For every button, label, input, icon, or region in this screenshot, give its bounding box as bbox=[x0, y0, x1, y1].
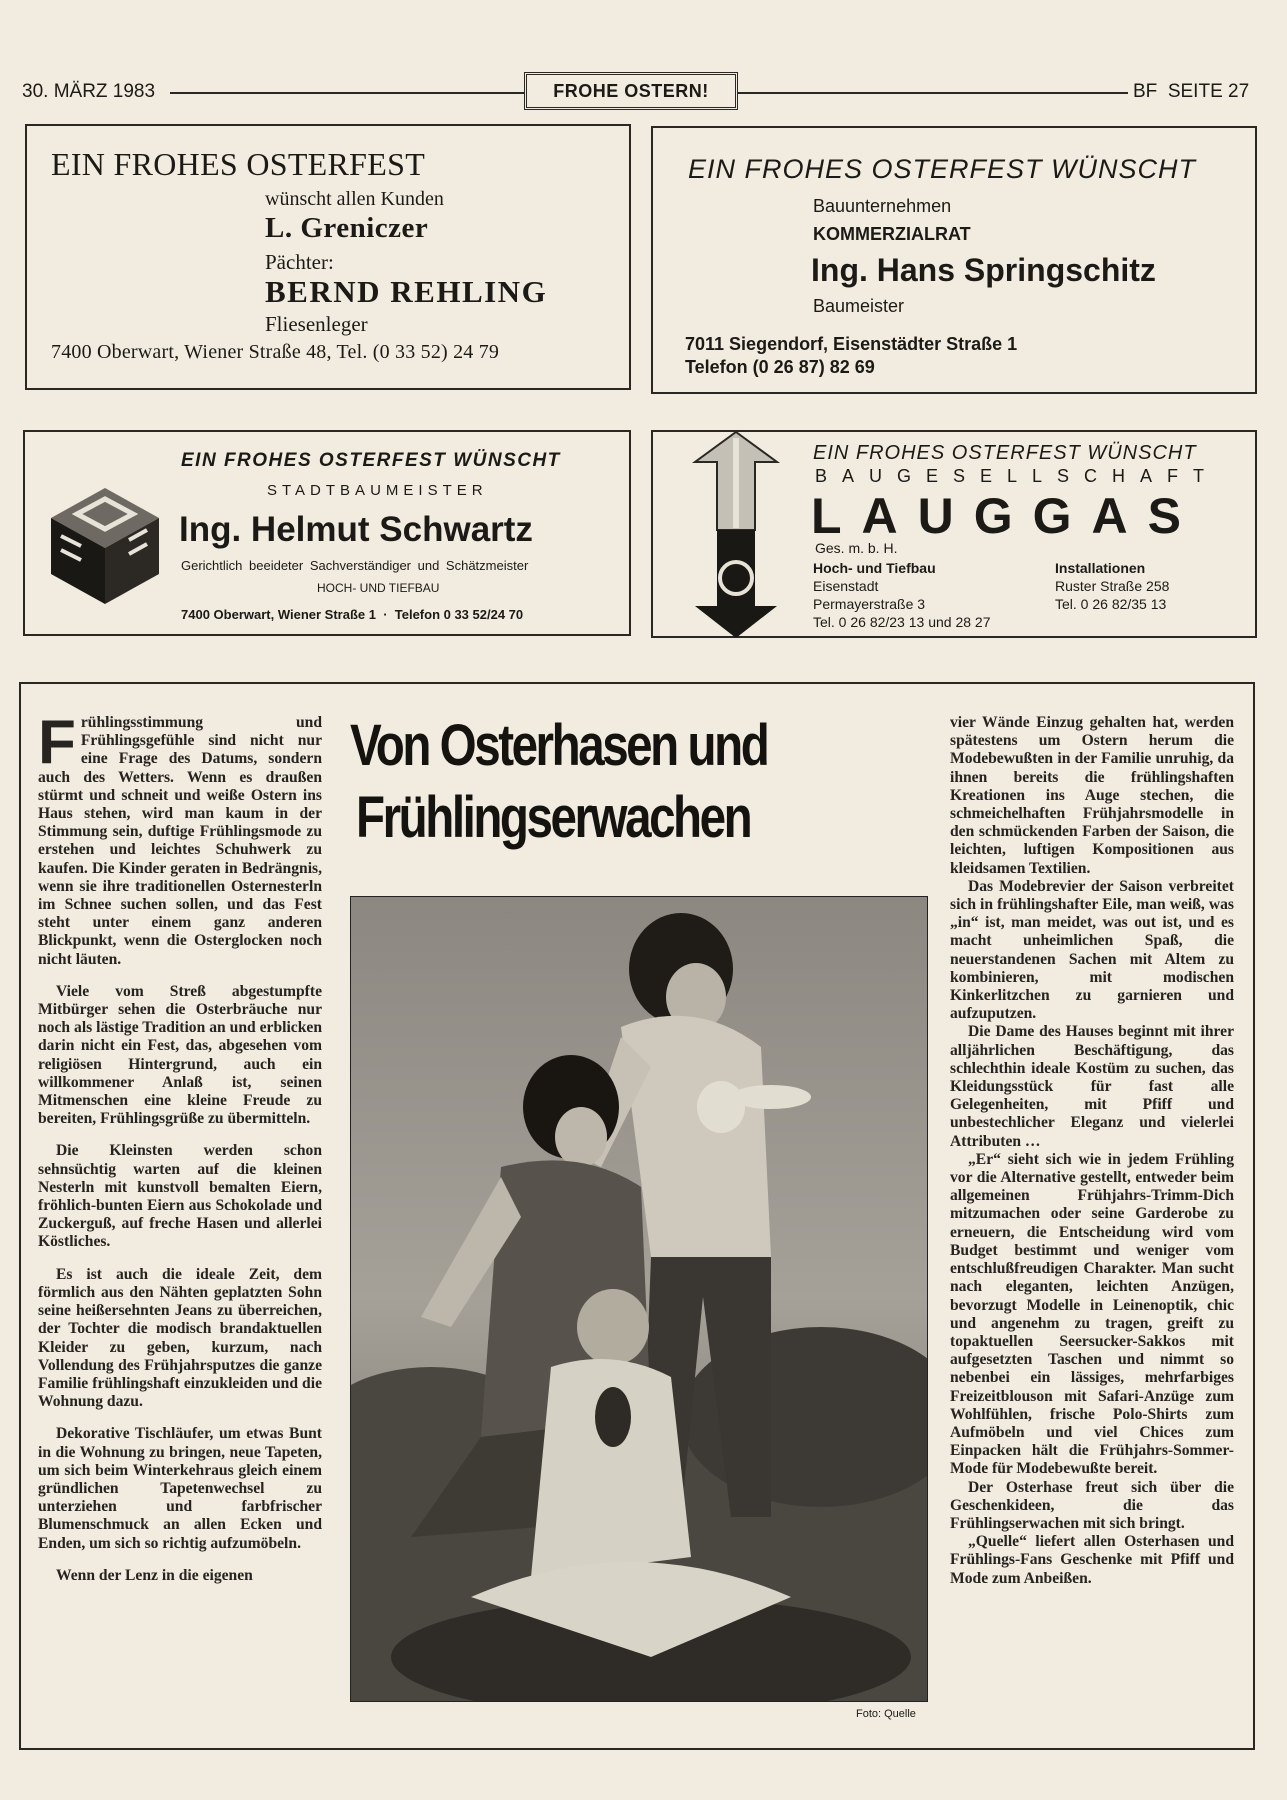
ad-greniczer-name: BERND REHLING bbox=[265, 274, 548, 309]
family-photo-illustration bbox=[351, 897, 927, 1701]
article-left-p4: Es ist auch die ideale Zeit, dem förmlich aus den Nähten geplatzten Sohn seine heißersehnten Jeans zu überreichen, der Tochter die modisch brandaktuellen Kleider zu geben, kurzum, nach Vollendung des Frühjahrsputzes die ganze Familie frühlingshaft einzukleiden und die Wohnung dazu. bbox=[38, 1265, 322, 1411]
article-right-p5: Der Osterhase freut sich über die Geschenkideen, die das Frühlingserwachen mit sich bringt. bbox=[950, 1478, 1234, 1532]
article-dropcap: F bbox=[38, 708, 76, 777]
ad-schwartz bbox=[23, 430, 631, 636]
article-right-p1: vier Wände Einzug gehalten hat, werden spätestens um Ostern herum die Modebewußten in der Familie unruhig, da ihnen bereits die frühlingshaften Kreationen ins Auge stechen, die schmeichelhaften Frühjahrsmodelle in den schmückenden Farben der Saison, die leichten, luftigen Kompositionen aus kleidsamen Textilien. bbox=[950, 714, 1234, 877]
ad-springschitz-address: 7011 Siegendorf, Eisenstädter Straße 1 bbox=[685, 334, 1018, 354]
article-left-p6: Wenn der Lenz in die eigenen bbox=[56, 1566, 253, 1584]
ad-springschitz-line2: KOMMERZIALRAT bbox=[813, 224, 971, 244]
article-right-column bbox=[950, 714, 1234, 1588]
ad-lauggas-headline: EIN FROHES OSTERFEST WÜNSCHT bbox=[813, 442, 1197, 464]
article-left-p1 bbox=[38, 708, 322, 969]
schwartz-logo bbox=[37, 466, 167, 606]
article-right-p3: Die Dame des Hauses beginnt mit ihrer alljährlichen Beschäftigung, das schlechthin ideale Kostüm zu suchen, das Kleidungsstück für fast alle Gelegenheiten, mit Pfiff und unbestechlicher Eleganz und vielerlei Attributen … bbox=[950, 1023, 1234, 1150]
article-right-p4: „Er“ sieht sich wie in jedem Frühling vor die Alternative gestellt, entweder beim allgemeinen Frühjahrs-Trimm-Dich mitzumachen oder seine Garderobe zu erneuern, die Entscheidung wird vom Budget bestimmt und weniger vom entschlußfreudigen Charakter. Man sucht nach eleganten, leichten Anzügen, bevorzugt Modelle in Leinenoptik, chic und angenehm zu tragen, greift zu topaktuellen Seersucker-Sakkos mit aufgesetzten Taschen und nimmt so nebenbei ein lässiges, mehrfarbiges Freizeitblouson mit Safari-Anzüge zum Wohlfühlen, frische Polo-Shirts zum Aufmöbeln und viel Chices zum Einpacken hält die Frühjahrs-Sommer-Mode für Modebewußte bereit. bbox=[950, 1150, 1234, 1478]
ad-lauggas-legal: Ges. m. b. H. bbox=[815, 540, 898, 556]
ad-lauggas-name: LAUGGAS bbox=[811, 488, 1201, 544]
page-number: BF SEITE 27 bbox=[1133, 81, 1250, 102]
header-rule-left bbox=[170, 92, 524, 94]
quelle-brand: „Quelle“ bbox=[968, 1533, 1027, 1551]
ad-greniczer-line1: wünscht allen Kunden bbox=[265, 188, 444, 210]
ad-lauggas bbox=[651, 430, 1257, 638]
article-photo bbox=[350, 896, 928, 1702]
ad-schwartz-address: 7400 Oberwart, Wiener Straße 1 · Telefon 0 33 52/24 70 bbox=[181, 607, 524, 622]
section-label: FROHE OSTERN! bbox=[553, 80, 709, 101]
section-label-frame bbox=[524, 72, 738, 110]
article-right-p6 bbox=[950, 1533, 1234, 1588]
ad-lauggas-right-title: Installationen bbox=[1055, 560, 1146, 576]
lauggas-arrow-logo bbox=[691, 430, 781, 642]
ad-springschitz-name: Ing. Hans Springschitz bbox=[811, 252, 1156, 288]
photo-credit: Foto: Quelle bbox=[856, 1708, 916, 1720]
ad-greniczer bbox=[25, 124, 631, 390]
article-left-p1-text: rühlingsstimmung und Frühlingsgefühle sind nicht nur eine Frage des Datums, sondern auch des Wetters. Wenn es draußen stürmt und schneit und weiße Ostern ins Haus stehen, wird man kaum in der Stimmung sein, duftige Frühlingsmode zu erstehen und leichtes Schuhwerk zu kaufen. Die Kinder geraten in Bedrängnis, wenn sie ihre traditionellen Osternesterln im Schnee suchen sollen, und das Fest steht unter einem ganz anderen Blickpunkt, wenn die Osterglocken noch nicht läuten. bbox=[38, 714, 322, 968]
article-right-p6-text: liefert allen Osterhasen und Frühlings-Fans Geschenke mit Pfiff und Mode zum Anbeißen. bbox=[950, 1533, 1234, 1587]
header-rule-right bbox=[738, 92, 1128, 94]
ad-greniczer-company: L. Greniczer bbox=[265, 212, 429, 244]
article-right-p2: Das Modebrevier der Saison verbreitet sich in frühlingshafter Eile, man weiß, was „in“ ist, man meidet, was out ist, und es macht unheimlichen Spaß, die neuerstandenen Sachen mit Altem zu kombinieren, mit modischen Kinkerlitzchen zu garnieren und aufzuputzen. bbox=[950, 877, 1234, 1023]
ad-lauggas-left-1: Eisenstadt bbox=[813, 578, 879, 594]
article-left-p5: Dekorative Tischläufer, um etwas Bunt in die Wohnung zu bringen, neue Tapeten, um sich beim Winterkehraus gleich einem gründlichen Tapetenwechsel zu unterziehen und farbfrischer Blumenschmuck an allen Ecken und Enden, um sich so richtig aufzumöbeln. bbox=[38, 1425, 322, 1552]
ad-schwartz-line1: STADTBAUMEISTER bbox=[267, 482, 488, 499]
article-left-column bbox=[38, 708, 322, 1599]
article-headline-2: Frühlingserwachen bbox=[356, 785, 751, 850]
ad-lauggas-right-2: Tel. 0 26 82/35 13 bbox=[1055, 596, 1167, 612]
page-date: 30. MÄRZ 1983 bbox=[22, 81, 156, 102]
ad-springschitz-line1: Bauunternehmen bbox=[813, 196, 952, 216]
article-left-p3: Die Kleinsten werden schon sehnsüchtig warten auf die kleinen Nesterln mit kunstvoll bemalten Eiern, fröhlich-bunten Eiern aus Schokolade und Zuckerguß, auf freche Hasen und allerlei Köstliches. bbox=[38, 1142, 322, 1251]
article-headline-1: Von Osterhasen und bbox=[350, 713, 768, 778]
ad-schwartz-headline: EIN FROHES OSTERFEST WÜNSCHT bbox=[181, 450, 561, 471]
ad-schwartz-name: Ing. Helmut Schwartz bbox=[179, 510, 533, 549]
ad-springschitz-headline: EIN FROHES OSTERFEST WÜNSCHT bbox=[688, 154, 1197, 184]
ad-lauggas-right-1: Ruster Straße 258 bbox=[1055, 578, 1170, 594]
ad-springschitz-title: Baumeister bbox=[813, 296, 905, 316]
ad-greniczer-trade: Fliesenleger bbox=[265, 312, 368, 336]
article-left-p2: Viele vom Streß abgestumpfte Mitbürger sehen die Osterbräuche nur noch als lästige Tradition an und erblicken darin nicht ein Fest, das, abgesehen vom religiösen Hintergrund, auch ein willkommener Anlaß ist, seinen Mitmenschen eine kleine Freude zu bereiten, Frühlingsgrüße zu übermitteln. bbox=[38, 982, 322, 1128]
ad-lauggas-left-title: Hoch- und Tiefbau bbox=[813, 560, 936, 576]
ad-schwartz-line2: Gerichtlich beeideter Sachverständiger und Schätzmeister bbox=[181, 558, 529, 573]
ad-lauggas-left-3: Tel. 0 26 82/23 13 und 28 27 bbox=[813, 614, 991, 630]
ad-lauggas-left-2: Permayerstraße 3 bbox=[813, 596, 926, 612]
ad-greniczer-address: 7400 Oberwart, Wiener Straße 48, Tel. (0 33 52) 24 79 bbox=[51, 341, 500, 363]
ad-greniczer-label: Pächter: bbox=[265, 250, 334, 274]
ad-springschitz bbox=[651, 126, 1257, 394]
ad-lauggas-line1: BAUGESELLSCHAFT bbox=[815, 466, 1220, 486]
ad-schwartz-line3: HOCH- UND TIEFBAU bbox=[317, 581, 440, 595]
ad-springschitz-phone: Telefon (0 26 87) 82 69 bbox=[685, 357, 875, 377]
ad-greniczer-headline: EIN FROHES OSTERFEST bbox=[51, 146, 426, 182]
